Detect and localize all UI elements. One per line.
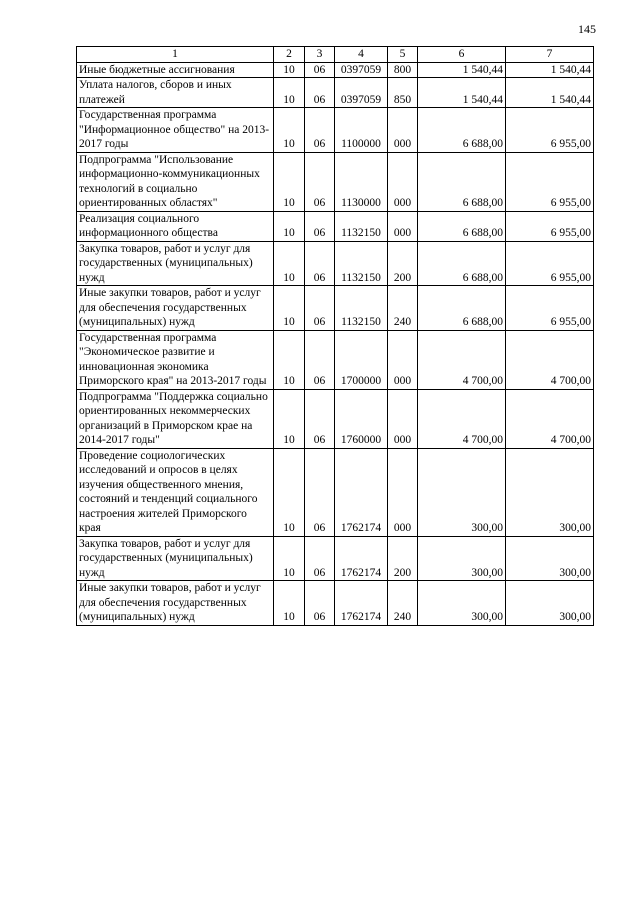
expense-type-code: 200 [388,241,418,286]
row-name: Иные закупки товаров, работ и услуг для обеспечения государственных (муниципальных) нужд [77,581,274,626]
amount-second: 300,00 [506,536,594,581]
amount-second: 300,00 [506,448,594,536]
section-code: 10 [274,448,305,536]
amount-first: 6 688,00 [418,211,506,241]
expense-type-code: 000 [388,389,418,448]
table-row [77,536,594,581]
target-article-code: 1132150 [335,241,388,286]
amount-first: 1 540,44 [418,62,506,78]
amount-first: 6 688,00 [418,286,506,331]
row-name: Реализация социального информационного общества [77,211,274,241]
table-row [77,152,594,211]
amount-first: 300,00 [418,448,506,536]
amount-first: 6 688,00 [418,152,506,211]
expense-type-code: 000 [388,152,418,211]
table-row [77,330,594,389]
expense-type-code: 240 [388,581,418,626]
budget-table [76,46,594,626]
subsection-code: 06 [305,62,335,78]
column-header: 2 [274,47,305,63]
column-header: 5 [388,47,418,63]
subsection-code: 06 [305,211,335,241]
target-article-code: 0397059 [335,62,388,78]
amount-second: 6 955,00 [506,286,594,331]
table-row [77,241,594,286]
amount-second: 300,00 [506,581,594,626]
section-code: 10 [274,62,305,78]
header-row [77,47,594,63]
amount-second: 6 955,00 [506,108,594,153]
amount-first: 1 540,44 [418,78,506,108]
row-name: Уплата налогов, сборов и иных платежей [77,78,274,108]
subsection-code: 06 [305,536,335,581]
expense-type-code: 850 [388,78,418,108]
target-article-code: 1132150 [335,286,388,331]
target-article-code: 1762174 [335,536,388,581]
target-article-code: 1760000 [335,389,388,448]
row-name: Закупка товаров, работ и услуг для государственных (муниципальных) нужд [77,536,274,581]
subsection-code: 06 [305,78,335,108]
amount-first: 4 700,00 [418,330,506,389]
target-article-code: 1700000 [335,330,388,389]
subsection-code: 06 [305,581,335,626]
table-row [77,108,594,153]
row-name: Иные закупки товаров, работ и услуг для обеспечения государственных (муниципальных) нужд [77,286,274,331]
column-header: 1 [77,47,274,63]
row-name: Подпрограмма "Поддержка социально ориентированных некоммерческих организаций в Приморском крае на 2014-2017 годы" [77,389,274,448]
amount-second: 1 540,44 [506,62,594,78]
subsection-code: 06 [305,108,335,153]
row-name: Проведение социологических исследований и опросов в целях изучения общественного мнения, состояний и тенденций социального настроения жителей Приморского края [77,448,274,536]
section-code: 10 [274,389,305,448]
column-header: 6 [418,47,506,63]
row-name: Государственная программа "Информационное общество" на 2013-2017 годы [77,108,274,153]
table-row [77,286,594,331]
expense-type-code: 800 [388,62,418,78]
amount-second: 6 955,00 [506,211,594,241]
amount-first: 300,00 [418,581,506,626]
section-code: 10 [274,581,305,626]
target-article-code: 1100000 [335,108,388,153]
section-code: 10 [274,152,305,211]
expense-type-code: 240 [388,286,418,331]
subsection-code: 06 [305,330,335,389]
table-row [77,389,594,448]
table-body [77,62,594,625]
amount-second: 4 700,00 [506,389,594,448]
amount-second: 1 540,44 [506,78,594,108]
section-code: 10 [274,536,305,581]
section-code: 10 [274,286,305,331]
section-code: 10 [274,78,305,108]
expense-type-code: 000 [388,211,418,241]
table-row [77,78,594,108]
subsection-code: 06 [305,286,335,331]
table-row [77,581,594,626]
target-article-code: 1762174 [335,448,388,536]
row-name: Государственная программа "Экономическое развитие и инновационная экономика Приморского края" на 2013-2017 годы [77,330,274,389]
row-name: Подпрограмма "Использование информационно-коммуникационных технологий в социально ориентированных областях" [77,152,274,211]
section-code: 10 [274,241,305,286]
amount-first: 300,00 [418,536,506,581]
column-header: 4 [335,47,388,63]
section-code: 10 [274,108,305,153]
row-name: Закупка товаров, работ и услуг для государственных (муниципальных) нужд [77,241,274,286]
target-article-code: 0397059 [335,78,388,108]
amount-second: 4 700,00 [506,330,594,389]
section-code: 10 [274,211,305,241]
target-article-code: 1132150 [335,211,388,241]
row-name: Иные бюджетные ассигнования [77,62,274,78]
target-article-code: 1130000 [335,152,388,211]
amount-second: 6 955,00 [506,152,594,211]
subsection-code: 06 [305,389,335,448]
table-row [77,448,594,536]
amount-first: 6 688,00 [418,241,506,286]
expense-type-code: 200 [388,536,418,581]
amount-first: 4 700,00 [418,389,506,448]
subsection-code: 06 [305,241,335,286]
expense-type-code: 000 [388,108,418,153]
subsection-code: 06 [305,448,335,536]
amount-first: 6 688,00 [418,108,506,153]
table-row [77,62,594,78]
amount-second: 6 955,00 [506,241,594,286]
section-code: 10 [274,330,305,389]
table-row [77,211,594,241]
page-number: 145 [578,22,596,36]
target-article-code: 1762174 [335,581,388,626]
column-header: 3 [305,47,335,63]
subsection-code: 06 [305,152,335,211]
expense-type-code: 000 [388,330,418,389]
column-header: 7 [506,47,594,63]
expense-type-code: 000 [388,448,418,536]
